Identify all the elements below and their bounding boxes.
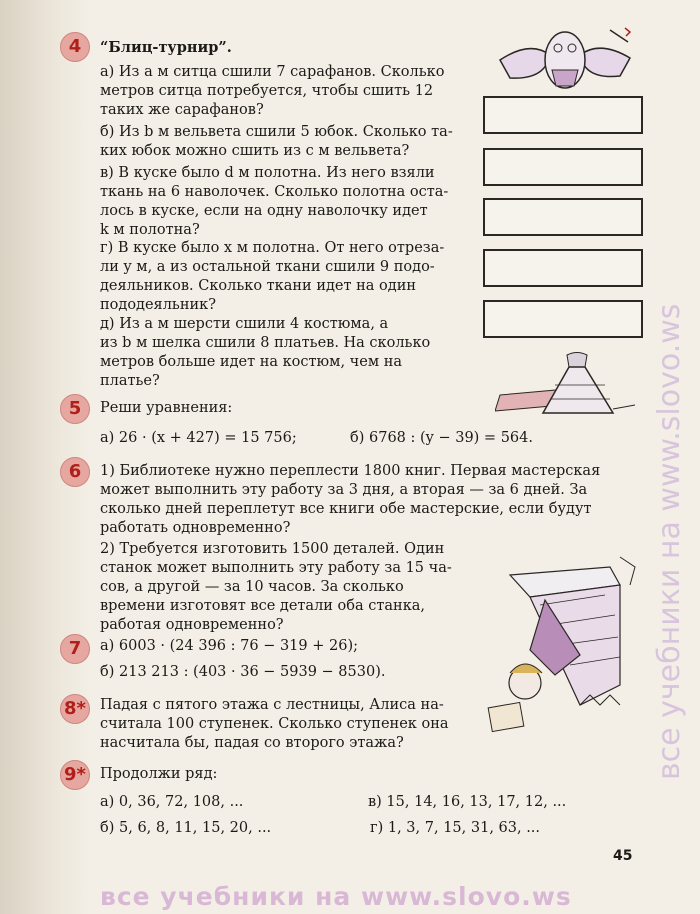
- problem-4g-line-3: деяльников. Сколько ткани идет на один: [100, 278, 417, 294]
- problem-4b: [100, 123, 480, 161]
- problem-4d: [100, 315, 480, 391]
- sequence-a: а) 0, 36, 72, 108, ...: [100, 794, 244, 810]
- problem-4g: [100, 239, 480, 315]
- problem-9-badge: 9*: [60, 760, 90, 790]
- problem-4v-line-2: ткань на 6 наволочек. Сколько полотна оста-: [100, 184, 449, 200]
- problem-4g-line-2: ли y м, а из остальной ткани сшили 9 подо-: [100, 259, 435, 275]
- problem-4d-line-3: метров больше идет на костюм, чем на: [100, 354, 403, 370]
- problem-5-title: Реши уравнения:: [100, 400, 233, 416]
- problem-4v-line-3: лось в куске, если на одну наволочку идет: [100, 203, 428, 219]
- problem-4a-line-2: метров ситца потребуется, чтобы сшить 12: [100, 83, 434, 99]
- problem-4v: [100, 164, 480, 240]
- page-number: 45: [613, 848, 633, 864]
- alice-falling-illustration: [470, 545, 640, 755]
- problem-4-title: “Блиц-турнир”.: [100, 39, 232, 56]
- dress-illustration: [495, 345, 640, 420]
- answer-box-g[interactable]: [483, 249, 643, 287]
- sequence-b: б) 5, 6, 8, 11, 15, 20, ...: [100, 820, 272, 836]
- problem-4a-line-1: а) Из a м ситца сшили 7 сарафанов. Сколько: [100, 64, 445, 80]
- problem-4v-line-1: в) В куске было d м полотна. Из него взяли: [100, 165, 435, 181]
- problem-4g-line-1: г) В куске было x м полотна. От него отреза-: [100, 240, 445, 256]
- problem-7-badge: 7: [60, 634, 90, 664]
- answer-box-v[interactable]: [483, 198, 643, 236]
- equation-a: а) 26 · (x + 427) = 15 756;: [100, 430, 297, 446]
- problem-8-line-3: насчитала бы, падая со второго этажа?: [100, 735, 404, 751]
- problem-4d-line-1: д) Из a м шерсти сшили 4 костюма, а: [100, 316, 389, 332]
- problem-4g-line-4: пододеяльник?: [100, 297, 216, 313]
- problem-4-badge: 4: [60, 32, 90, 62]
- watermark-bottom: все учебники на www.slovo.ws: [100, 882, 572, 911]
- problem-6-2-line-1: 2) Требуется изготовить 1500 деталей. Один: [100, 541, 445, 557]
- problem-6-2-line-2: станок может выполнить эту работу за 15 ча-: [100, 560, 452, 576]
- problem-4a-line-3: таких же сарафанов?: [100, 102, 264, 118]
- expression-7b: б) 213 213 : (403 · 36 − 5939 − 8530).: [100, 664, 386, 680]
- problem-4v-line-4: k м полотна?: [100, 222, 200, 238]
- problem-8-line-2: считала 100 ступенек. Сколько ступенек она: [100, 716, 449, 732]
- problem-6-part-1: [100, 462, 640, 538]
- problem-4b-line-2: ких юбок можно сшить из c м вельвета?: [100, 143, 410, 159]
- problem-6-1-line-1: 1) Библиотеке нужно переплести 1800 книг. Первая мастерская: [100, 463, 601, 479]
- problem-6-2-line-5: работая одновременно?: [100, 617, 284, 633]
- sequence-v: в) 15, 14, 16, 13, 17, 12, ...: [368, 794, 567, 810]
- problem-8-text: [100, 696, 460, 753]
- answer-box-a[interactable]: [483, 96, 643, 134]
- answer-box-d[interactable]: [483, 300, 643, 338]
- problem-4d-line-4: платье?: [100, 373, 160, 389]
- problem-8-line-1: Падая с пятого этажа с лестницы, Алиса на-: [100, 697, 444, 713]
- problem-9-title: Продолжи ряд:: [100, 766, 218, 782]
- problem-6-badge: 6: [60, 457, 90, 487]
- problem-5-badge: 5: [60, 394, 90, 424]
- problem-6-1-line-4: работать одновременно?: [100, 520, 291, 536]
- problem-6-1-line-3: сколько дней переплетут все книги обе мастерские, если будут: [100, 501, 592, 517]
- problem-8-badge: 8*: [60, 694, 90, 724]
- problem-4d-line-2: из b м шелка сшили 8 платьев. На сколько: [100, 335, 431, 351]
- problem-4b-line-1: б) Из b м вельвета сшили 5 юбок. Сколько та-: [100, 124, 453, 140]
- watermark-side: все учебники на www.slovo.ws: [652, 303, 687, 780]
- problem-6-2-line-3: сов, а другой — за 10 часов. За сколько: [100, 579, 404, 595]
- sequence-g: г) 1, 3, 7, 15, 31, 63, ...: [370, 820, 541, 836]
- expression-7a: а) 6003 · (24 396 : 76 − 319 + 26);: [100, 638, 358, 654]
- bird-character-illustration: [490, 20, 640, 92]
- problem-6-1-line-2: может выполнить эту работу за 3 дня, а вторая — за 6 дней. За: [100, 482, 588, 498]
- problem-6-part-2: [100, 540, 470, 635]
- problem-4a: [100, 63, 480, 120]
- equation-b: б) 6768 : (y − 39) = 564.: [350, 430, 533, 446]
- problem-6-2-line-4: времени изготовят все детали оба станка,: [100, 598, 426, 614]
- answer-box-b[interactable]: [483, 148, 643, 186]
